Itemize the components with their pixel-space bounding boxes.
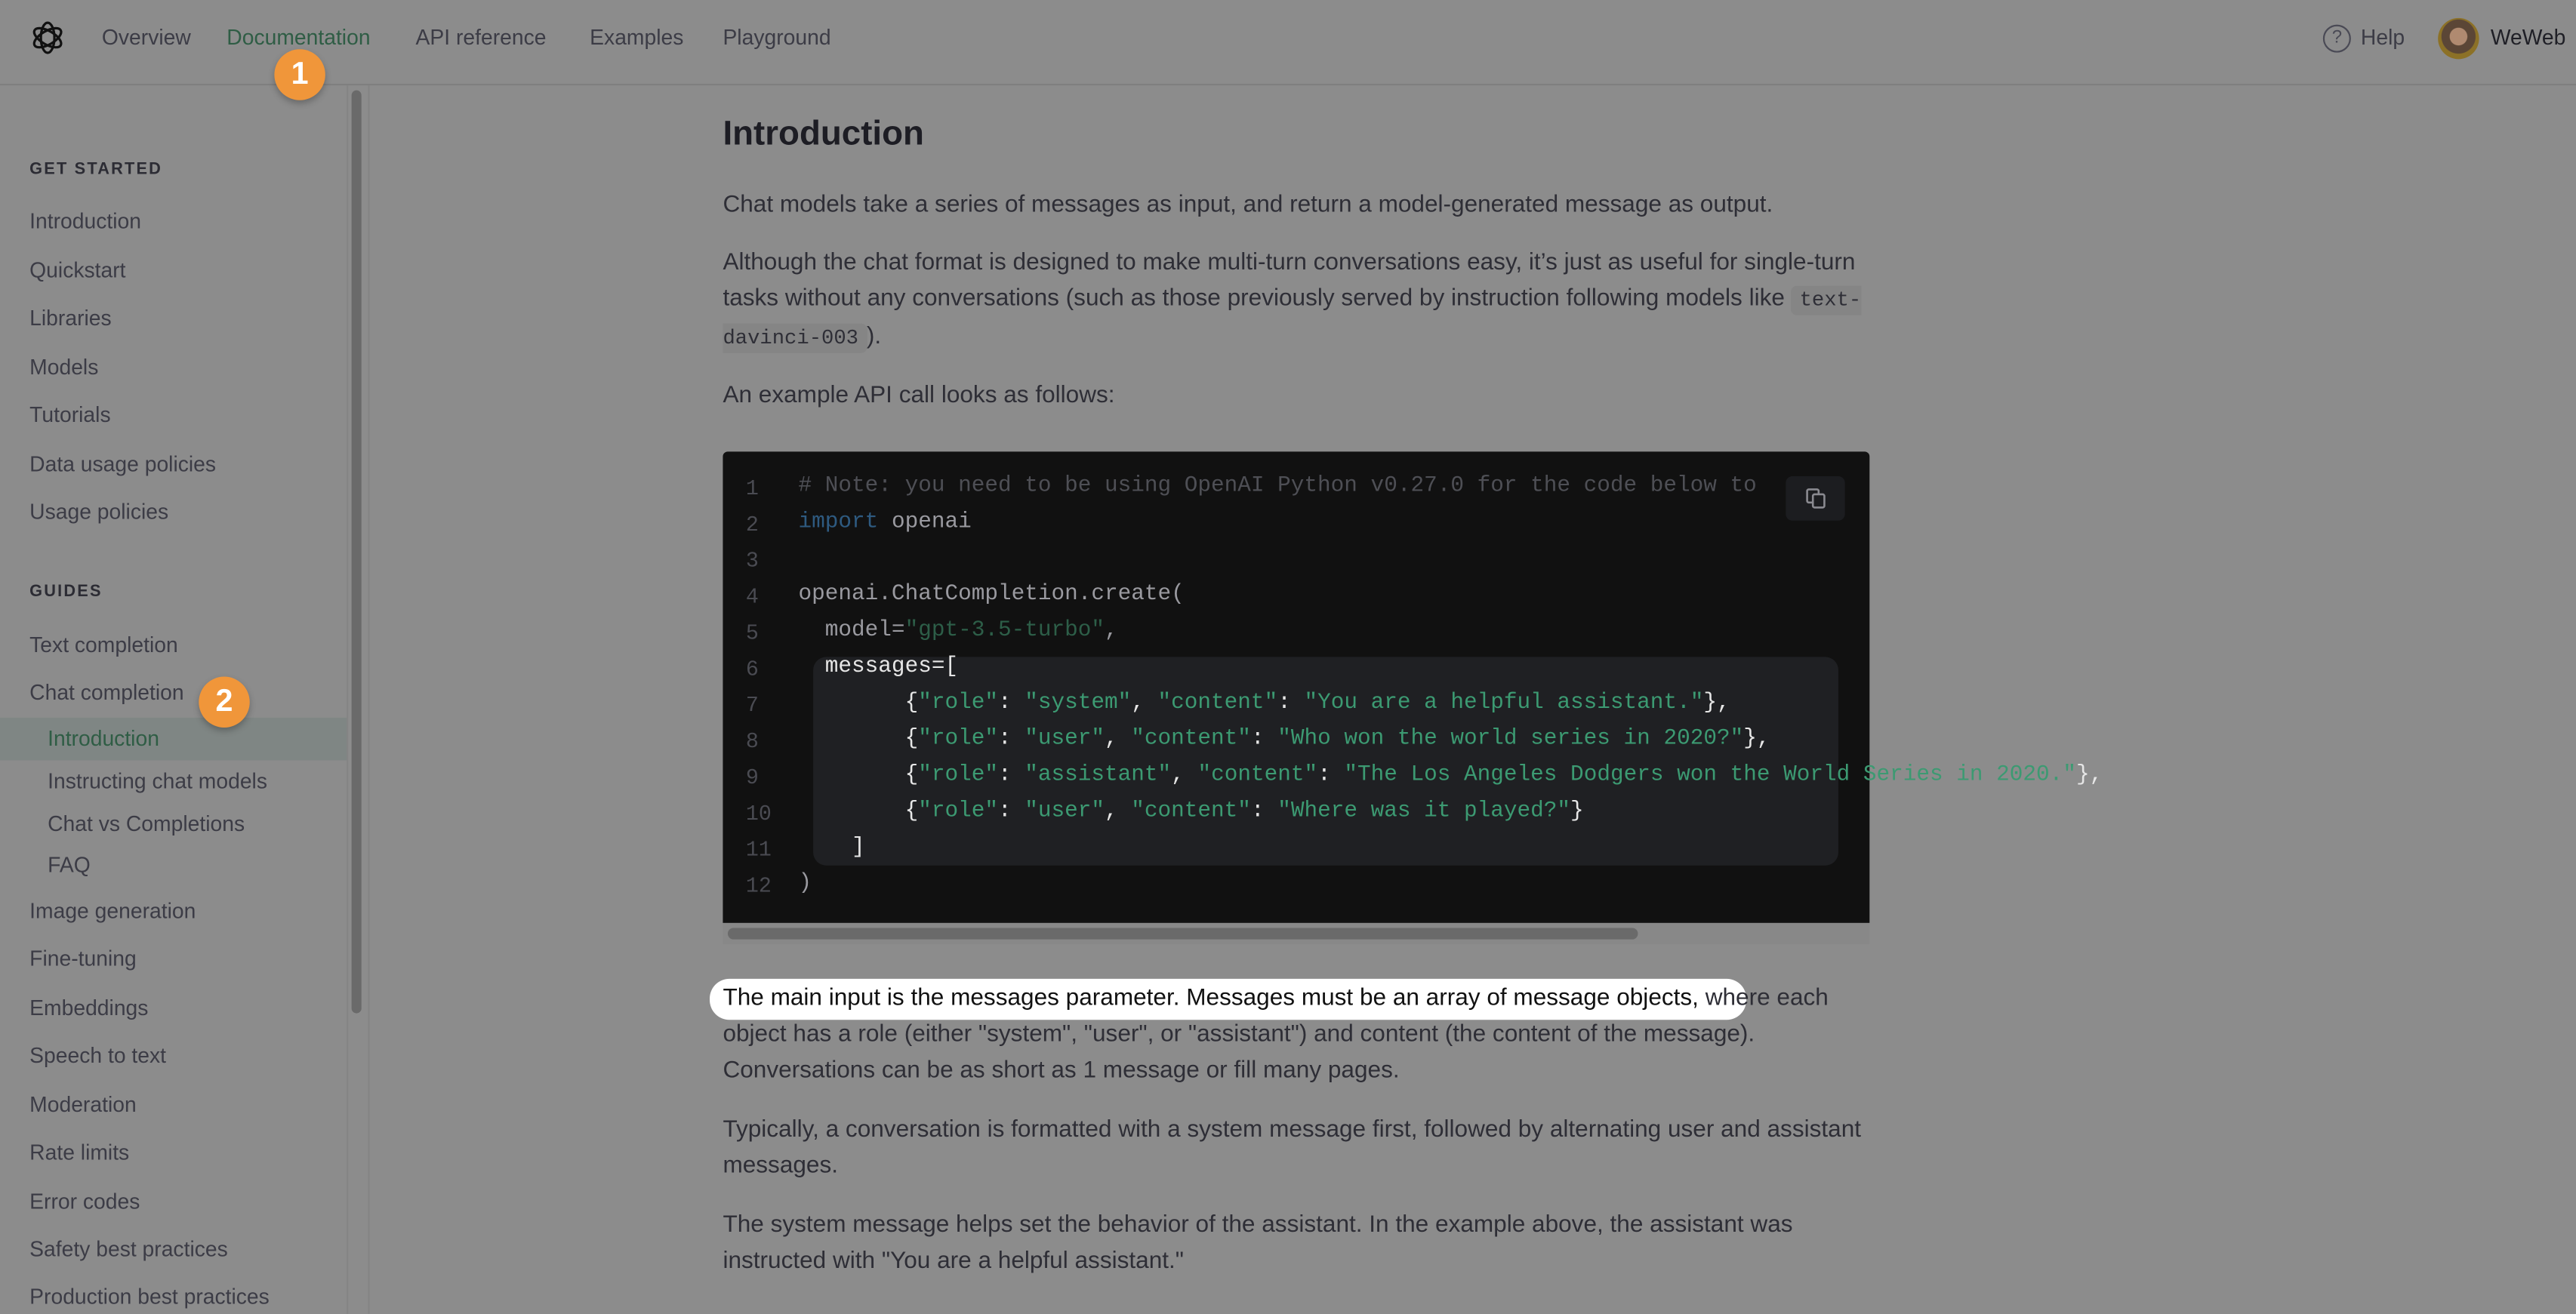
code-text: , xyxy=(1105,619,1118,644)
openai-logo-icon[interactable] xyxy=(29,20,66,56)
paragraph-text: where each object has a role (either "system", "user", or "assistant") and content (the content of the message). Conversations can be as short as 1 message or fill many pages. xyxy=(723,985,1829,1085)
code-token: "assistant" xyxy=(1025,763,1172,789)
sidebar-item-introduction[interactable]: Introduction xyxy=(29,208,142,233)
sidebar-item-speech-to-text[interactable]: Speech to text xyxy=(29,1042,167,1068)
highlighted-sentence: The main input is the messages parameter. Messages must be an array of message objects, xyxy=(723,985,1699,1012)
code-token: "user" xyxy=(1025,727,1105,752)
sidebar-item-fine-tuning[interactable]: Fine-tuning xyxy=(29,946,137,971)
help-icon[interactable]: ? xyxy=(2323,25,2351,53)
code-line-11: ] xyxy=(798,835,865,861)
code-token: "role" xyxy=(918,727,998,752)
line-number: 12 xyxy=(745,873,772,899)
copy-icon xyxy=(1805,488,1826,509)
sidebar-item-safety-best-practices[interactable]: Safety best practices xyxy=(29,1236,228,1262)
paragraph-text: ). xyxy=(866,323,882,350)
annotation-badge-2: 2 xyxy=(199,677,249,728)
sidebar-item-image-generation[interactable]: Image generation xyxy=(29,898,196,923)
section-heading-guides: GUIDES xyxy=(29,583,103,602)
sidebar-item-error-codes[interactable]: Error codes xyxy=(29,1189,140,1214)
code-token: "role" xyxy=(918,799,998,825)
code-token: : xyxy=(997,727,1025,752)
code-token: { xyxy=(798,691,919,716)
user-name[interactable]: WeWeb xyxy=(2490,24,2566,50)
line-number: 5 xyxy=(745,620,759,646)
code-line-12: ) xyxy=(798,872,812,897)
nav-examples[interactable]: Examples xyxy=(590,24,684,50)
nav-api-reference[interactable]: API reference xyxy=(415,24,547,50)
code-line-10 xyxy=(799,800,1584,825)
line-number: 2 xyxy=(745,512,759,537)
code-line-4: openai.ChatCompletion.create( xyxy=(798,583,1185,608)
code-token: }, xyxy=(2075,763,2103,789)
paragraph-chat-format xyxy=(723,245,1872,356)
code-token: : xyxy=(1317,763,1345,789)
help-link[interactable]: Help xyxy=(2360,24,2405,50)
code-token: "user" xyxy=(1025,799,1105,825)
code-token: "Where was it played?" xyxy=(1277,799,1571,825)
code-token: { xyxy=(798,799,919,825)
code-token: : xyxy=(1250,727,1278,752)
paragraph-messages xyxy=(723,980,1872,1089)
code-token: : xyxy=(997,763,1025,789)
code-text: model= xyxy=(798,619,905,644)
sidebar-subitem-introduction[interactable]: Introduction xyxy=(48,725,159,751)
sidebar-subitem-chat-vs-completions[interactable]: Chat vs Completions xyxy=(48,811,245,836)
sidebar-subitem-faq[interactable]: FAQ xyxy=(48,852,91,877)
sidebar-item-usage-policies[interactable]: Usage policies xyxy=(29,499,169,525)
line-number: 4 xyxy=(745,584,759,610)
avatar[interactable] xyxy=(2438,18,2479,59)
paragraph-example: An example API call looks as follows: xyxy=(723,383,1115,409)
sidebar-subitem-instructing-chat-models[interactable]: Instructing chat models xyxy=(48,768,268,794)
code-text: openai xyxy=(878,510,972,536)
paragraph-text: Although the chat format is designed to make multi-turn conversations easy, it’s just as useful for single-turn tasks without any conversations (such as those previously served by instruction following models like xyxy=(723,249,1856,312)
code-token: : xyxy=(1277,691,1305,716)
code-token: "content" xyxy=(1131,727,1251,752)
code-token: "content" xyxy=(1157,691,1278,716)
sidebar-item-production-best-practices[interactable]: Production best practices xyxy=(29,1284,270,1309)
code-token: }, xyxy=(1743,727,1770,752)
code-line-7 xyxy=(799,691,1730,716)
code-string: "gpt-3.5-turbo" xyxy=(904,619,1105,644)
sidebar-item-moderation[interactable]: Moderation xyxy=(29,1092,137,1117)
line-number: 10 xyxy=(745,801,772,826)
code-line-6: messages=[ xyxy=(798,655,959,680)
line-number: 6 xyxy=(745,657,759,682)
line-number: 3 xyxy=(745,548,759,574)
sidebar-item-libraries[interactable]: Libraries xyxy=(29,305,112,331)
code-line-2 xyxy=(799,511,972,536)
sidebar-item-embeddings[interactable]: Embeddings xyxy=(29,995,149,1020)
sidebar-item-tutorials[interactable]: Tutorials xyxy=(29,402,111,427)
code-token: , xyxy=(1105,727,1132,752)
sidebar-item-models[interactable]: Models xyxy=(29,355,99,380)
code-token: "content" xyxy=(1197,763,1318,789)
code-token: "content" xyxy=(1131,799,1251,825)
code-token: { xyxy=(798,727,919,752)
code-token: { xyxy=(798,763,919,789)
code-token: "You are a helpful assistant." xyxy=(1304,691,1704,716)
code-token: : xyxy=(997,691,1025,716)
line-number: 7 xyxy=(745,693,759,718)
line-number: 9 xyxy=(745,765,759,790)
paragraph-system: The system message helps set the behavior of the assistant. In the example above, the assistant was instructed with "You are a helpful assistant." xyxy=(723,1211,1793,1275)
code-token: }, xyxy=(1703,691,1730,716)
inline-code: text-davinci-003 xyxy=(723,286,1861,353)
section-heading-get-started: GET STARTED xyxy=(29,161,163,180)
page-title: Introduction xyxy=(723,115,924,153)
line-number: 8 xyxy=(745,729,759,754)
sidebar-item-rate-limits[interactable]: Rate limits xyxy=(29,1140,130,1165)
code-token: "The Los Angeles Dodgers won the World Series in 2020." xyxy=(1344,763,2076,789)
sidebar-item-chat-completion[interactable]: Chat completion xyxy=(29,679,184,705)
line-number: 11 xyxy=(745,837,772,863)
code-highlight xyxy=(813,657,1838,865)
code-keyword: import xyxy=(798,510,879,536)
copy-button[interactable] xyxy=(1786,476,1844,521)
code-line-8 xyxy=(799,728,1770,752)
code-token: : xyxy=(1250,799,1278,825)
code-token: } xyxy=(1570,799,1584,825)
sidebar-item-text-completion[interactable]: Text completion xyxy=(29,632,178,657)
paragraph-intro: Chat models take a series of messages as input, and return a model-generated message as output. xyxy=(723,192,1773,219)
code-line-1: # Note: you need to be using OpenAI Python v0.27.0 for the code below to xyxy=(798,474,1757,500)
nav-playground[interactable]: Playground xyxy=(723,24,831,50)
annotation-badge-1: 1 xyxy=(274,49,325,100)
code-line-9 xyxy=(799,764,2103,789)
nav-documentation[interactable]: Documentation xyxy=(226,24,371,50)
code-token: "role" xyxy=(918,691,998,716)
line-number: 1 xyxy=(745,476,759,501)
code-token: "role" xyxy=(918,763,998,789)
sidebar-item-data-usage-policies[interactable]: Data usage policies xyxy=(29,451,217,477)
code-scrollbar-thumb[interactable] xyxy=(728,928,1638,939)
code-token: , xyxy=(1131,691,1158,716)
code-token: : xyxy=(997,799,1025,825)
sidebar-item-quickstart[interactable]: Quickstart xyxy=(29,257,126,283)
sidebar-scrollbar-thumb[interactable] xyxy=(352,91,362,1014)
code-block xyxy=(723,451,2103,923)
code-line-5 xyxy=(799,619,1118,644)
code-token: , xyxy=(1105,799,1132,825)
paragraph-typical: Typically, a conversation is formatted with a system message first, followed by alternating user and assistant messages. xyxy=(723,1116,1862,1180)
code-token: "Who won the world series in 2020?" xyxy=(1277,727,1744,752)
code-token: , xyxy=(1171,763,1198,789)
code-token: "system" xyxy=(1025,691,1132,716)
top-nav xyxy=(0,0,2576,85)
nav-overview[interactable]: Overview xyxy=(101,24,191,50)
